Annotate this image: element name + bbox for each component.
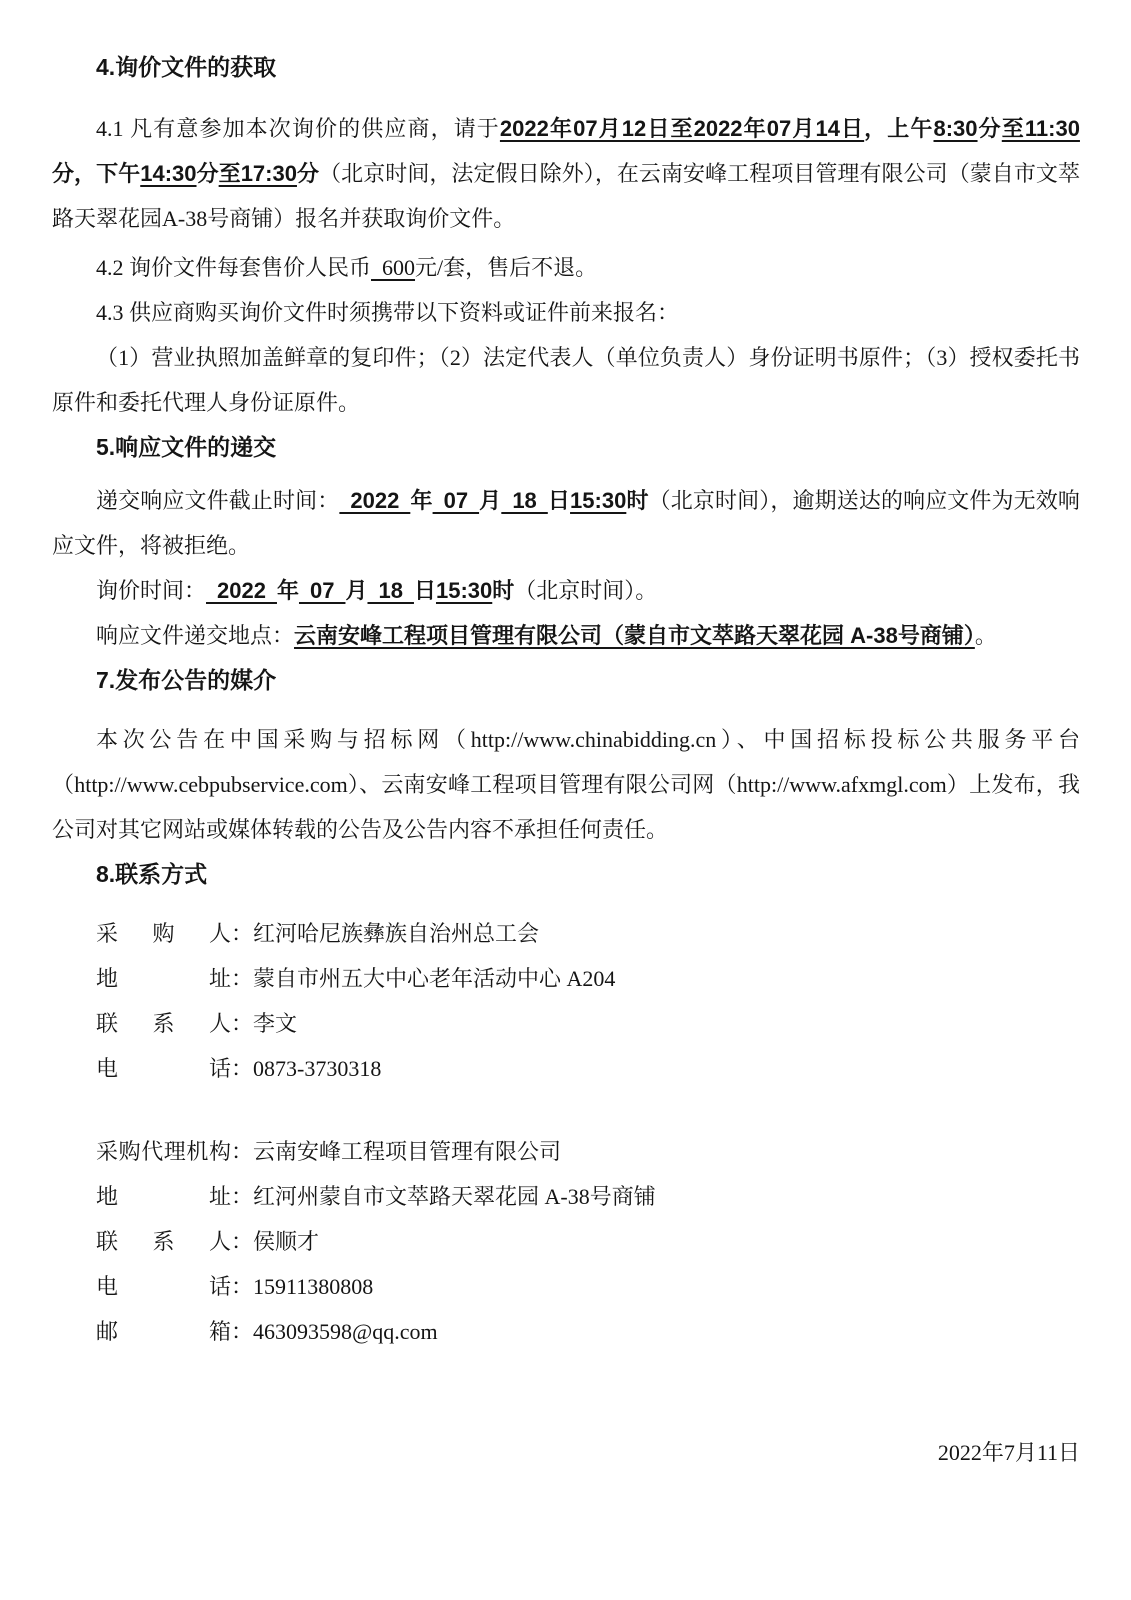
text-run: 07 [298, 578, 346, 603]
publish-date: 2022年7月11日 [937, 1440, 1080, 1465]
text-run: 2022年07月12日至2022年07月14日 [499, 116, 865, 141]
text-run: 时 [492, 578, 515, 603]
text-run: 4.2 询价文件每套售价人民币 [96, 255, 372, 280]
para-4-3: 4.3 供应商购买询价文件时须携带以下资料或证件前来报名： [96, 300, 680, 325]
para-media: 本次公告在中国采购与招标网（http://www.chinabidding.cn）、中国招标投标公共服务平台（http://www.cebpubservice.com）、云南安峰工程项目管理有限公司网（http://www.afxmgl.com）上发布，我公司对其它网站或媒体转载的公告及公告内容不承担任何责任。 [52, 727, 1080, 842]
text-run: 分 [196, 161, 219, 186]
text-run: 07 [432, 488, 480, 513]
section-4-heading: 4.询价文件的获取 [96, 54, 277, 80]
contact-row-agency [96, 1129, 1080, 1174]
text-run: 2022 [339, 488, 411, 513]
contact-value: 0873-3730318 [253, 1056, 382, 1081]
contact-row-agency-person [96, 1219, 1080, 1264]
text-run: 年 [276, 578, 299, 603]
text-run: 14:30 [140, 161, 197, 186]
contact-label: 电 话 [96, 1056, 231, 1081]
text-run: （北京时间）。 [514, 578, 658, 603]
contact-row-agency-email [96, 1309, 1080, 1354]
text-run: （北京时间），逾期送达的响应文件为无效响应文件，将被拒绝。 [52, 488, 1080, 558]
contact-separator: ： [231, 1139, 254, 1164]
text-run: 2022 [206, 578, 277, 603]
text-run: 递交响应文件截止时间： [96, 488, 340, 513]
text-run: 18 [367, 578, 414, 603]
text-run: 询价时间： [96, 578, 207, 603]
text-run: 至11:30 [1001, 116, 1080, 141]
contact-separator: ： [231, 1011, 254, 1036]
para-inquiry-time [52, 568, 1080, 613]
para-4-3-items: （1）营业执照加盖鲜章的复印件；（2）法定代表人（单位负责人）身份证明书原件；（3）授权委托书原件和委托代理人身份证原件。 [52, 345, 1080, 415]
contact-separator: ： [231, 966, 254, 991]
agency-contact-block [52, 1129, 1080, 1354]
text-run: 18 [501, 488, 548, 513]
text-run: 分，下午 [52, 161, 141, 186]
contact-separator: ： [231, 1056, 254, 1081]
contact-row-purchaser-phone [96, 1046, 1080, 1091]
text-run: 云南安峰工程项目管理有限公司（蒙自市文萃路天翠花园 A-38号商铺） [294, 623, 975, 648]
contact-row-agency-address [96, 1174, 1080, 1219]
contact-label: 地 址 [96, 966, 231, 991]
contact-label: 地 址 [96, 1184, 231, 1209]
contact-label: 采购代理机构 [96, 1139, 231, 1164]
text-run: 至17:30 [218, 161, 297, 186]
text-run: 。 [974, 623, 997, 648]
text-run: 时 [626, 488, 649, 513]
contact-row-purchaser [96, 911, 1080, 956]
text-run: 日 [413, 578, 436, 603]
text-run: 年 [410, 488, 433, 513]
contact-label: 采 购 人 [96, 921, 231, 946]
text-run: 响应文件递交地点： [96, 623, 295, 648]
contact-value: 蒙自市州五大中心老年活动中心 A204 [253, 966, 616, 991]
contact-value: 李文 [253, 1011, 298, 1036]
contact-row-purchaser-address [96, 956, 1080, 1001]
contact-separator: ： [231, 921, 254, 946]
text-run: 15:30 [570, 488, 627, 513]
text-run: 元/套，售后不退。 [415, 255, 598, 280]
contact-row-agency-phone [96, 1264, 1080, 1309]
text-run: 15:30 [435, 578, 493, 603]
section-8-heading: 8.联系方式 [96, 861, 208, 887]
contact-label: 邮 箱 [96, 1319, 231, 1344]
text-run: （北京时间，法定假日除外），在云南安峰工程项目管理有限公司（蒙自市文萃路天翠花园A-38号商铺）报名并获取询价文件。 [52, 161, 1080, 231]
text-run: ，上午 [864, 116, 934, 141]
text-run: 8:30 [933, 116, 978, 141]
contact-label: 联 系 人 [96, 1011, 231, 1036]
contact-row-purchaser-person [96, 1001, 1080, 1046]
section-7-heading: 7.发布公告的媒介 [96, 667, 277, 693]
contact-value: 侯顺才 [253, 1229, 320, 1254]
contact-label: 联 系 人 [96, 1229, 231, 1254]
text-run: 月 [479, 488, 502, 513]
contact-value: 463093598@qq.com [253, 1319, 438, 1344]
para-delivery-place [52, 613, 1080, 658]
contact-value: 红河哈尼族彝族自治州总工会 [253, 921, 540, 946]
contact-separator: ： [231, 1229, 254, 1254]
contact-separator: ： [231, 1274, 254, 1299]
contact-label: 电 话 [96, 1274, 231, 1299]
contact-separator: ： [231, 1319, 254, 1344]
text-run: 分 [296, 161, 320, 186]
purchaser-contact-block [52, 911, 1080, 1091]
contact-separator: ： [231, 1184, 254, 1209]
para-4-1 [52, 106, 1080, 241]
text-run: 4.1 凡有意参加本次询价的供应商，请于 [96, 116, 500, 141]
section-5-heading: 5.响应文件的递交 [96, 434, 277, 460]
text-run: 月 [345, 578, 368, 603]
text-run: 600 [371, 255, 416, 280]
contact-value: 云南安峰工程项目管理有限公司 [253, 1139, 562, 1164]
para-4-2 [52, 245, 1080, 290]
contact-value: 15911380808 [253, 1274, 374, 1299]
contact-value: 红河州蒙自市文萃路天翠花园 A-38号商铺 [253, 1184, 656, 1209]
text-run: 分 [977, 116, 1002, 141]
text-run: 日 [547, 488, 571, 513]
para-deadline [52, 478, 1080, 568]
